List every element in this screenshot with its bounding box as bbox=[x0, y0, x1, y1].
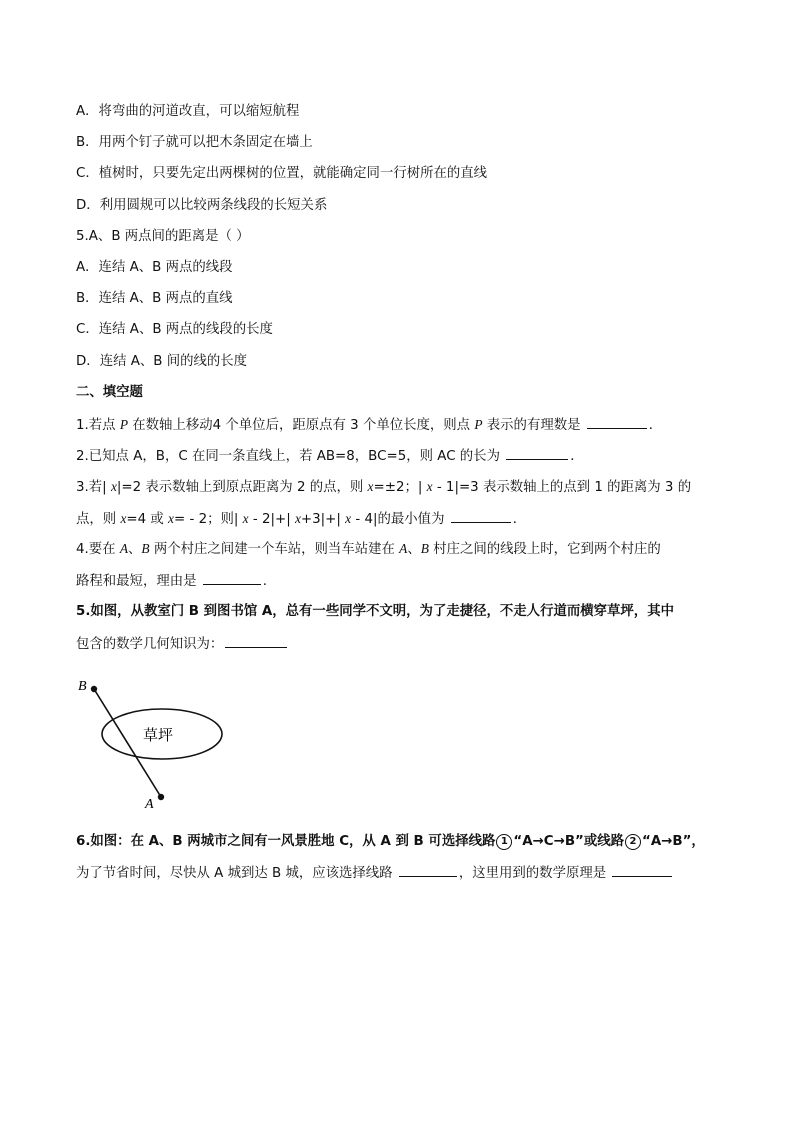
text: 1.若点 bbox=[76, 418, 120, 433]
answer-blank[interactable] bbox=[399, 863, 457, 877]
text: 4.要在 bbox=[76, 542, 120, 557]
fill-question-4-line-1 bbox=[76, 540, 661, 559]
text: 为了节省时间，尽快从 A 城到达 B 城，应该选择线路 bbox=[76, 866, 397, 881]
text: ． bbox=[648, 418, 663, 433]
text: ． bbox=[570, 449, 584, 464]
var-a: A bbox=[119, 541, 129, 556]
text: 、 bbox=[407, 542, 421, 557]
q5-option-d: D．连结 A、B 间的线的长度 bbox=[76, 354, 248, 369]
text: 点，则 bbox=[76, 512, 121, 527]
text: 在数轴上移动4 个单位后，距原点有 3 个单位长度，则点 bbox=[128, 418, 475, 433]
text: |=2 表示数轴上到原点距离为 2 的点，则 bbox=[116, 480, 368, 495]
q4-option-d: D．利用圆规可以比较两条线段的长短关系 bbox=[76, 198, 328, 213]
label-a: A bbox=[145, 797, 154, 812]
text: “A→C→B”或线路 bbox=[513, 834, 625, 849]
text: - 1|=3 表示数轴上的点到 1 的距离为 3 的 bbox=[432, 480, 692, 495]
var-p: P bbox=[474, 417, 483, 432]
text: - 2|+| bbox=[248, 512, 295, 527]
fill-question-5-line-2 bbox=[76, 634, 289, 654]
var-x: x bbox=[120, 511, 127, 526]
route-1-marker: 1 bbox=[496, 834, 512, 850]
section-title: 二、填空题 bbox=[76, 385, 143, 400]
fill-question-4-line-2 bbox=[76, 571, 267, 591]
text: - 4|的最小值为 bbox=[351, 512, 449, 527]
q4-option-b: B．用两个钉子就可以把木条固定在墙上 bbox=[76, 135, 313, 150]
var-a: A bbox=[399, 541, 408, 556]
answer-blank[interactable] bbox=[451, 509, 511, 523]
text: . bbox=[262, 574, 268, 589]
text: 村庄之间的线段上时，它到两个村庄的 bbox=[428, 542, 661, 557]
point-b bbox=[91, 686, 97, 692]
answer-blank[interactable] bbox=[587, 415, 647, 429]
var-x: x bbox=[168, 511, 174, 526]
fill-question-6-line-2 bbox=[76, 863, 674, 883]
answer-blank[interactable] bbox=[203, 571, 261, 585]
var-x: x bbox=[294, 511, 301, 526]
lawn-figure bbox=[76, 672, 236, 812]
text: “A→B”， bbox=[642, 834, 705, 849]
label-b: B bbox=[78, 679, 87, 694]
fill-question-2 bbox=[76, 446, 584, 466]
q5-option-c: C．连结 A、B 两点的线段的长度 bbox=[76, 322, 273, 337]
text: 两个村庄之间建一个车站，则当车站建在 bbox=[149, 542, 400, 557]
q4-option-a: A．将弯曲的河道改直，可以缩短航程 bbox=[76, 104, 300, 119]
point-a bbox=[158, 794, 164, 800]
text: 2.已知点 A，B，C 在同一条直线上，若 AB=8，BC=5，则 AC 的长为 bbox=[76, 449, 505, 464]
q5-stem: 5.A、B 两点间的距离是（ ） bbox=[76, 229, 250, 244]
var-x: x bbox=[426, 479, 433, 494]
var-p: P bbox=[119, 417, 129, 432]
route-2-marker: 2 bbox=[625, 834, 641, 850]
fill-question-5-line-1: 5.如图，从教室门 B 到图书馆 A，总有一些同学不文明，为了走捷径，不走人行道而横穿草坪，其中 bbox=[76, 604, 674, 619]
text: 包含的数学几何知识为： bbox=[76, 637, 224, 652]
text: ． bbox=[512, 512, 527, 527]
var-x: x bbox=[242, 511, 249, 526]
text: 、 bbox=[128, 542, 142, 557]
text: 3.若| bbox=[76, 480, 111, 495]
text: ，这里用到的数学原理是 bbox=[458, 866, 611, 881]
fill-question-1 bbox=[76, 415, 662, 435]
var-x: x bbox=[110, 479, 117, 494]
var-x: x bbox=[345, 511, 352, 526]
var-b: B bbox=[420, 541, 429, 556]
var-b: B bbox=[141, 541, 150, 556]
fill-question-3-line-1 bbox=[76, 478, 691, 497]
label-lawn: 草坪 bbox=[143, 726, 174, 744]
text: =4 或 bbox=[126, 512, 169, 527]
fill-question-3-line-2 bbox=[76, 509, 526, 529]
text: = - 2；则| bbox=[174, 512, 243, 527]
fill-question-6-line-1 bbox=[76, 833, 705, 851]
text: 6.如图：在 A、B 两城市之间有一风景胜地 C，从 A 到 B 可选择线路 bbox=[76, 834, 496, 849]
answer-blank[interactable] bbox=[506, 446, 568, 460]
text: 路程和最短，理由是 bbox=[76, 574, 201, 589]
q5-option-b: B．连结 A、B 两点的直线 bbox=[76, 291, 233, 306]
text: 表示的有理数是 bbox=[482, 418, 585, 433]
q5-option-a: A．连结 A、B 两点的线段 bbox=[76, 260, 233, 275]
q4-option-c: C．植树时，只要先定出两棵树的位置，就能确定同一行树所在的直线 bbox=[76, 166, 488, 181]
text: +3|+| bbox=[300, 512, 346, 527]
var-x: x bbox=[367, 479, 374, 494]
answer-blank[interactable] bbox=[612, 863, 672, 877]
text: =±2；| bbox=[373, 480, 427, 495]
answer-blank[interactable] bbox=[225, 634, 287, 648]
